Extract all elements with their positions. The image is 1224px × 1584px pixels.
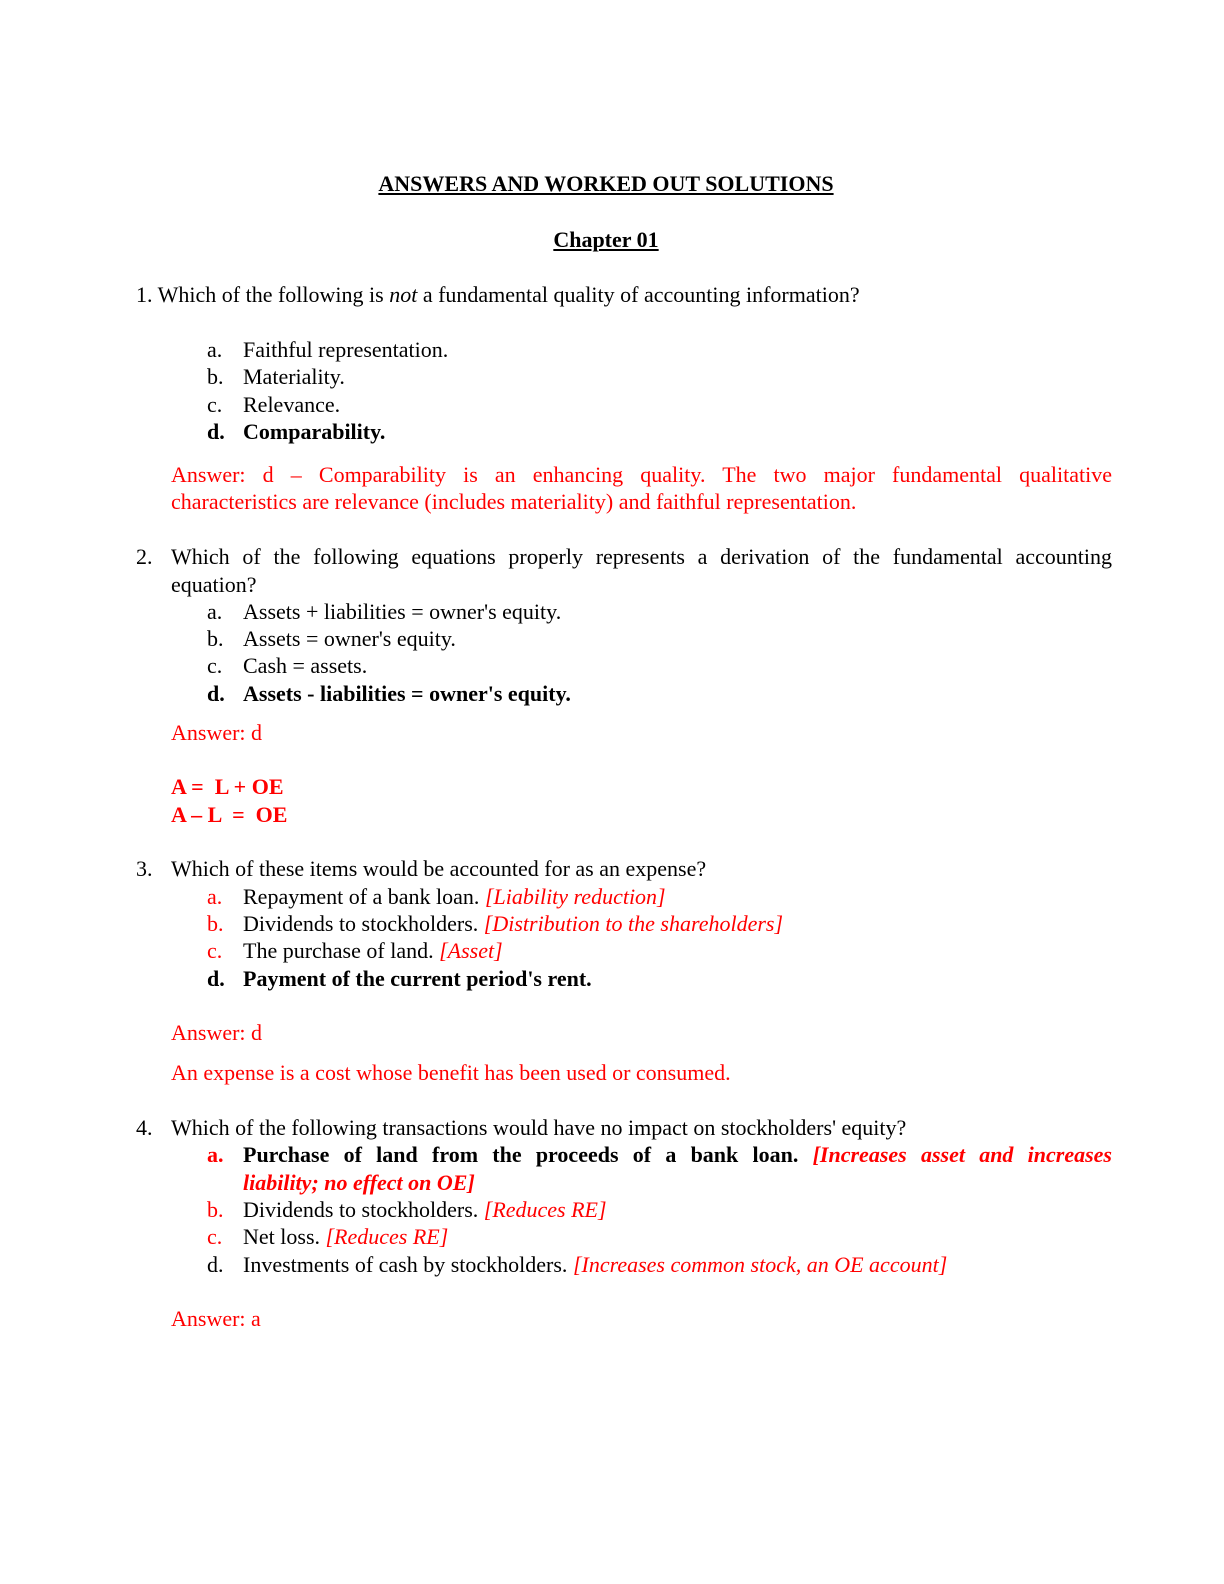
q2-option-d: Assets - liabilities = owner's equity. bbox=[243, 681, 571, 706]
question-2-number: 2. bbox=[136, 544, 153, 569]
q4-option-c-note: [Reduces RE] bbox=[325, 1224, 449, 1249]
q2-option-c-letter: c. bbox=[207, 653, 223, 678]
q3-option-d: Payment of the current period's rent. bbox=[243, 966, 592, 991]
question-3-number: 3. bbox=[136, 856, 153, 881]
q4-option-b-note: [Reduces RE] bbox=[483, 1197, 607, 1222]
q1-option-a-letter: a. bbox=[207, 337, 223, 362]
q3-option-b-letter: b. bbox=[207, 911, 224, 936]
q2-option-a: Assets + liabilities = owner's equity. bbox=[243, 599, 562, 624]
q3-option-b-note: [Distribution to the shareholders] bbox=[483, 911, 784, 936]
q2-option-b: Assets = owner's equity. bbox=[243, 626, 456, 651]
q3-option-c-letter: c. bbox=[207, 938, 223, 963]
question-3-text: Which of these items would be accounted for as an expense? bbox=[171, 856, 707, 881]
q3-option-a-letter: a. bbox=[207, 884, 223, 909]
q3-option-c: The purchase of land. [Asset] bbox=[243, 938, 503, 963]
q4-option-c-letter: c. bbox=[207, 1224, 223, 1249]
q1-option-c-letter: c. bbox=[207, 392, 223, 417]
q3-option-a-note: [Liability reduction] bbox=[484, 884, 666, 909]
q3-explanation: An expense is a cost whose benefit has been used or consumed. bbox=[171, 1060, 731, 1085]
q4-option-d-letter: d. bbox=[207, 1252, 224, 1277]
q2-answer: Answer: d bbox=[171, 720, 263, 745]
q1-option-b: Materiality. bbox=[243, 364, 345, 389]
question-2-text-line-2: equation? bbox=[171, 572, 257, 597]
q1-option-d: Comparability. bbox=[243, 419, 386, 444]
q4-option-a-note-continued: liability; no effect on OE] bbox=[243, 1170, 475, 1195]
q4-option-d-note: [Increases common stock, an OE account] bbox=[572, 1252, 948, 1277]
q1-answer-line-2: characteristics are relevance (includes materiality) and faithful representation. bbox=[171, 489, 857, 514]
q4-answer: Answer: a bbox=[171, 1306, 261, 1331]
question-4-text: Which of the following transactions would have no impact on stockholders' equity? bbox=[171, 1115, 907, 1140]
q1-option-c: Relevance. bbox=[243, 392, 341, 417]
q2-equation-1: A = L + OE bbox=[171, 774, 284, 799]
q4-option-d: Investments of cash by stockholders. [Increases common stock, an OE account] bbox=[243, 1252, 948, 1277]
q2-option-c: Cash = assets. bbox=[243, 653, 368, 678]
q4-option-b: Dividends to stockholders. [Reduces RE] bbox=[243, 1197, 607, 1222]
q1-option-b-letter: b. bbox=[207, 364, 224, 389]
q1-option-a: Faithful representation. bbox=[243, 337, 449, 362]
q3-answer: Answer: d bbox=[171, 1020, 263, 1045]
q4-option-a-letter: a. bbox=[207, 1142, 224, 1167]
q3-option-c-note: [Asset] bbox=[439, 938, 503, 963]
q4-option-a-note: [Increases asset and increases bbox=[812, 1142, 1112, 1167]
q2-option-b-letter: b. bbox=[207, 626, 224, 651]
q2-option-a-letter: a. bbox=[207, 599, 223, 624]
q1-option-d-letter: d. bbox=[207, 419, 225, 444]
document-title: ANSWERS AND WORKED OUT SOLUTIONS bbox=[378, 171, 834, 196]
q4-option-b-letter: b. bbox=[207, 1197, 224, 1222]
q3-option-d-letter: d. bbox=[207, 966, 225, 991]
q3-option-b: Dividends to stockholders. [Distribution to the shareholders] bbox=[243, 911, 784, 936]
question-2-text-line-1: Which of the following equations properly represents a derivation of the fundamental accounting bbox=[171, 544, 1112, 569]
question-4-number: 4. bbox=[136, 1115, 153, 1140]
question-1-text: 1. Which of the following is not a fundamental quality of accounting information? bbox=[136, 282, 860, 307]
q1-answer-line-1: Answer: d – Comparability is an enhancing quality. The two major fundamental qualitative bbox=[171, 462, 1112, 487]
q2-equation-2: A – L = OE bbox=[171, 802, 288, 827]
q3-option-a: Repayment of a bank loan. [Liability reduction] bbox=[243, 884, 666, 909]
q4-option-a: Purchase of land from the proceeds of a bank loan. [Increases asset and increases bbox=[243, 1142, 1112, 1167]
q4-option-c: Net loss. [Reduces RE] bbox=[243, 1224, 449, 1249]
q2-option-d-letter: d. bbox=[207, 681, 225, 706]
chapter-heading: Chapter 01 bbox=[553, 227, 659, 252]
